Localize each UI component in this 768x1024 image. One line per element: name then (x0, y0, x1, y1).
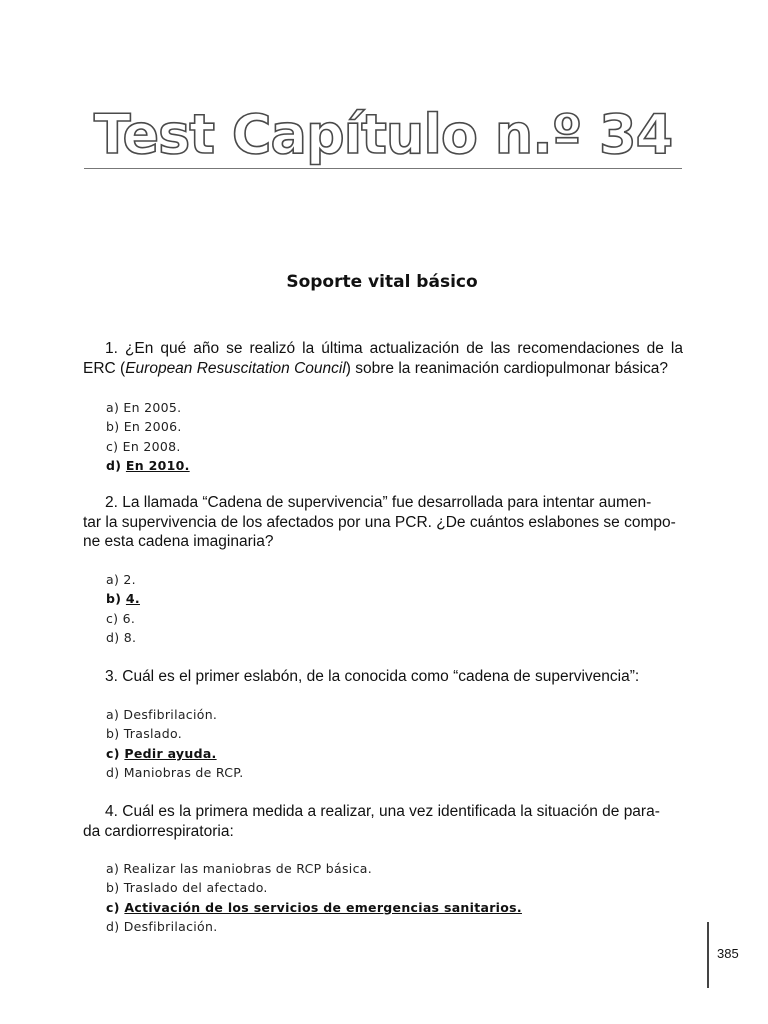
option-text: 6. (122, 610, 136, 626)
option-text: En 2010. (125, 457, 190, 473)
option-text: Desfibrilación. (123, 707, 218, 722)
question-number: 4. (105, 803, 118, 820)
question-number: 1. (105, 340, 118, 357)
page-number: 385 (717, 946, 739, 961)
option-letter: a) (106, 400, 120, 415)
option-d-correct[interactable] (106, 456, 190, 475)
option-d[interactable] (106, 763, 243, 782)
option-letter: c) (106, 438, 119, 454)
option-letter: b) (106, 880, 120, 896)
question-number: 2. (105, 494, 118, 511)
question-3 (83, 667, 683, 687)
question-text-start: ¿En qué año se realizó la última actualización de las recomendaciones de la ERC ( (83, 340, 683, 377)
option-text: Maniobras de RCP. (123, 764, 244, 780)
question-text-line: tar la supervivencia de los afectados por una PCR. ¿De cuántos eslabones se compo- (83, 513, 676, 531)
option-letter: d) (106, 918, 120, 934)
question-4 (83, 802, 683, 841)
options-3 (106, 705, 243, 782)
question-text: Cuál es el primer eslabón, de la conocida como “cadena de supervivencia”: (122, 668, 640, 685)
option-letter: a) (106, 861, 120, 876)
question-1 (83, 339, 683, 378)
option-letter: a) (106, 572, 120, 587)
option-letter: c) (106, 745, 120, 761)
option-c-correct[interactable] (106, 744, 243, 763)
option-text: Activación de los servicios de emergencias sanitarios. (124, 899, 522, 915)
question-text-line: Cuál es la primera medida a realizar, una vez identificada la situación de para- (122, 803, 660, 820)
question-text-italic: European Resuscitation Council (125, 359, 346, 377)
option-text: En 2008. (122, 438, 181, 454)
option-c[interactable] (106, 437, 190, 456)
question-text-end: ) sobre la reanimación cardiopulmonar básica? (345, 359, 669, 377)
option-a[interactable] (106, 705, 243, 724)
option-letter: b) (106, 726, 120, 742)
option-text: Pedir ayuda. (124, 745, 217, 761)
option-text: En 2005. (123, 400, 182, 415)
option-text: Traslado. (123, 726, 182, 742)
option-letter: d) (106, 629, 120, 645)
option-text: En 2006. (123, 419, 182, 435)
option-text: Desfibrilación. (123, 918, 218, 934)
option-letter: d) (106, 764, 120, 780)
option-letter: c) (106, 899, 120, 915)
question-text-line: da cardiorrespiratoria: (83, 822, 234, 840)
option-text: Realizar las maniobras de RCP básica. (123, 861, 372, 876)
option-d[interactable] (106, 628, 140, 647)
option-a[interactable] (106, 859, 522, 878)
title-rule (84, 168, 682, 169)
option-d[interactable] (106, 917, 522, 936)
question-2 (83, 493, 683, 552)
page-number-rule (707, 922, 709, 988)
question-text-line: La llamada “Cadena de supervivencia” fue desarrollada para intentar aumen- (122, 494, 652, 511)
option-letter: b) (106, 591, 122, 607)
option-text: 4. (125, 591, 140, 607)
chapter-title: Test Capítulo n.º 34 (93, 103, 673, 166)
option-b[interactable] (106, 878, 522, 897)
options-1 (106, 398, 190, 475)
option-letter: b) (106, 419, 120, 435)
options-4 (106, 859, 522, 936)
option-b-correct[interactable] (106, 589, 140, 608)
option-letter: c) (106, 610, 119, 626)
option-c-correct[interactable] (106, 898, 522, 917)
option-text: 2. (123, 572, 136, 587)
section-title: Soporte vital básico (286, 272, 478, 292)
option-a[interactable] (106, 398, 190, 417)
option-b[interactable] (106, 724, 243, 743)
option-letter: a) (106, 707, 120, 722)
option-text: 8. (123, 629, 137, 645)
question-number: 3. (105, 668, 118, 685)
option-c[interactable] (106, 609, 140, 628)
option-b[interactable] (106, 417, 190, 436)
question-text-line: ne esta cadena imaginaria? (83, 533, 274, 550)
option-a[interactable] (106, 570, 140, 589)
option-letter: d) (106, 457, 122, 473)
options-2 (106, 570, 140, 647)
option-text: Traslado del afectado. (123, 880, 268, 896)
